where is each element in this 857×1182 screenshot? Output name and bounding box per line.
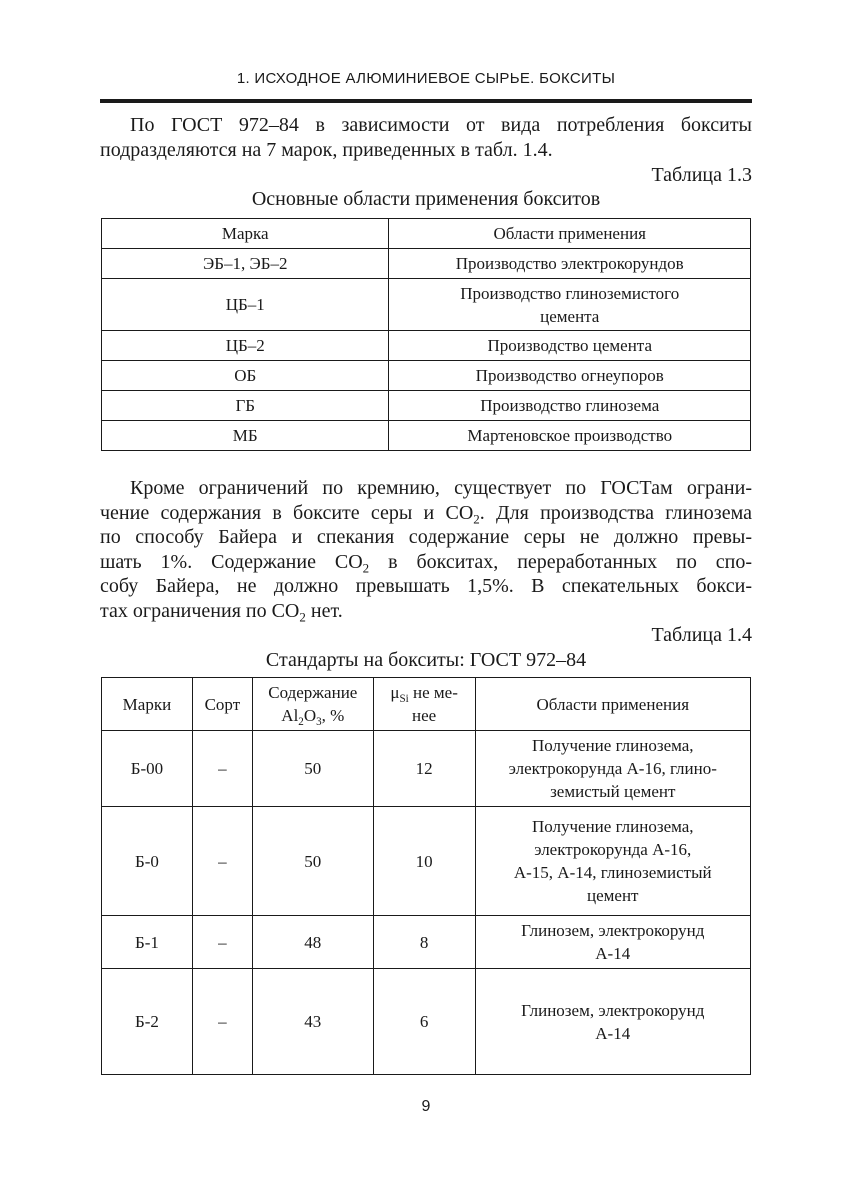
use-line: Получение глинозема, [531,736,694,755]
formula-part: O [303,706,317,725]
use-line: Производство цемента [487,336,652,355]
use-cell [475,969,750,1075]
sort-cell: – [192,916,252,969]
table-1-3-caption: Основные области применения бокситов [251,188,601,210]
use-cell [475,916,750,969]
use-line: Производство глиноземистого [460,283,680,303]
header-rule [100,99,752,103]
mark-cell: МБ [102,421,389,451]
table-row [102,279,751,331]
intro-line-2: подразделяются на 7 марок, приведенных в табл. 1.4. [100,138,553,161]
mark-cell: ЦБ–1 [102,279,389,331]
header-line: не ме- [408,683,458,702]
mu-cell: 6 [373,969,475,1075]
formula-part: , % [321,706,345,725]
use-line: Получение глинозема, [531,817,694,836]
table-row [102,421,751,451]
subscript: 2 [473,511,480,527]
table-1-4-caption: Стандарты на бокситы: ГОСТ 972–84 [265,649,587,671]
header-cell-use: Области применения [389,219,751,249]
content-cell: 48 [252,916,373,969]
paragraph-line: собу Байера, не должно превышать 1,5%. В спекательных бокси- [100,575,752,597]
header-line: Содержание [268,683,358,702]
table-row [102,916,751,969]
use-line: электрокорунда А-16, глино- [508,759,717,778]
table-1-4 [101,677,751,1075]
table-row [102,391,751,421]
use-cell [389,279,751,331]
mu-symbol: μ [390,683,400,702]
use-cell [389,331,751,361]
table-row [102,807,751,916]
formula-part: Al [281,706,299,725]
paragraph-line [100,599,752,624]
header-cell-use: Области применения [475,678,750,731]
paragraph-line: по способу Байера и спекания содержание серы не должно превы- [100,526,752,548]
paragraph-line [100,550,752,575]
use-line: Производство огнеупоров [475,366,664,385]
table-row [102,249,751,279]
subscript: 2 [298,715,304,728]
sort-cell: – [192,969,252,1075]
body-paragraph [100,476,752,623]
text-fragment: шать 1%. Содержание CO [100,550,363,573]
mu-cell: 12 [373,731,475,807]
mark-cell: Б-1 [102,916,193,969]
running-header: 1. ИСХОДНОЕ АЛЮМИНИЕВОЕ СЫРЬЕ. БОКСИТЫ [236,70,616,87]
text-fragment: чение содержания в боксите серы и CO [100,501,474,524]
table-1-3 [101,218,751,451]
table-header-row [102,219,751,249]
subscript: 2 [362,560,370,576]
table-1-3-label: Таблица 1.3 [651,164,752,186]
table-row [102,331,751,361]
use-line: цемента [540,306,600,326]
content-cell: 50 [252,731,373,807]
use-line: А-14 [595,1023,631,1043]
use-line: электрокорунда А-16, [534,840,692,859]
use-cell [475,731,750,807]
paragraph-line: Кроме ограничений по кремнию, существует по ГОСТам ограни- [130,477,752,499]
subscript: 3 [316,715,322,728]
text-fragment: нет. [305,599,343,622]
header-cell-content [252,678,373,731]
subscript: Si [399,692,409,705]
subscript: 2 [299,609,306,625]
mark-cell: ГБ [102,391,389,421]
mark-cell: Б-00 [102,731,193,807]
use-line: Производство электрокорундов [455,254,684,273]
use-line: Глинозем, электрокорунд [521,1000,705,1020]
sort-cell: – [192,731,252,807]
text-fragment: в бокситах, переработанных по спо- [369,550,752,573]
header-cell-marks: Марки [102,678,193,731]
use-cell [389,249,751,279]
mark-cell: ЦБ–2 [102,331,389,361]
table-row [102,361,751,391]
mu-cell: 8 [373,916,475,969]
header-cell-sort: Сорт [192,678,252,731]
use-line: А-15, А-14, глиноземистый [513,863,712,882]
content-cell: 50 [252,807,373,916]
use-line: А-14 [595,944,631,963]
mu-cell: 10 [373,807,475,916]
text-fragment: . Для производства глинозема [479,501,752,524]
use-line: Глинозем, электрокорунд [521,921,705,940]
mark-cell: ОБ [102,361,389,391]
sort-cell: – [192,807,252,916]
content-cell: 43 [252,969,373,1075]
use-cell [475,807,750,916]
header-cell-mu [373,678,475,731]
mark-cell: ЭБ–1, ЭБ–2 [102,249,389,279]
text-fragment: тах ограничения по CO [100,599,300,622]
intro-line-1: По ГОСТ 972–84 в зависимости от вида потребления бокситы [130,114,752,136]
mark-cell: Б-0 [102,807,193,916]
use-cell [389,421,751,451]
header-line: нее [412,706,437,725]
use-line: Производство глинозема [480,396,660,415]
use-line: Мартеновское производство [467,426,673,445]
use-line: цемент [587,886,639,905]
table-header-row [102,678,751,731]
header-cell-mark: Марка [102,219,389,249]
table-row [102,969,751,1075]
use-line: земистый цемент [550,782,676,801]
use-cell [389,361,751,391]
page-number: 9 [421,1098,431,1115]
mark-cell: Б-2 [102,969,193,1075]
paragraph-line [100,501,752,526]
table-1-4-label: Таблица 1.4 [651,624,752,646]
use-cell [389,391,751,421]
table-row [102,731,751,807]
intro-paragraph [100,113,752,162]
